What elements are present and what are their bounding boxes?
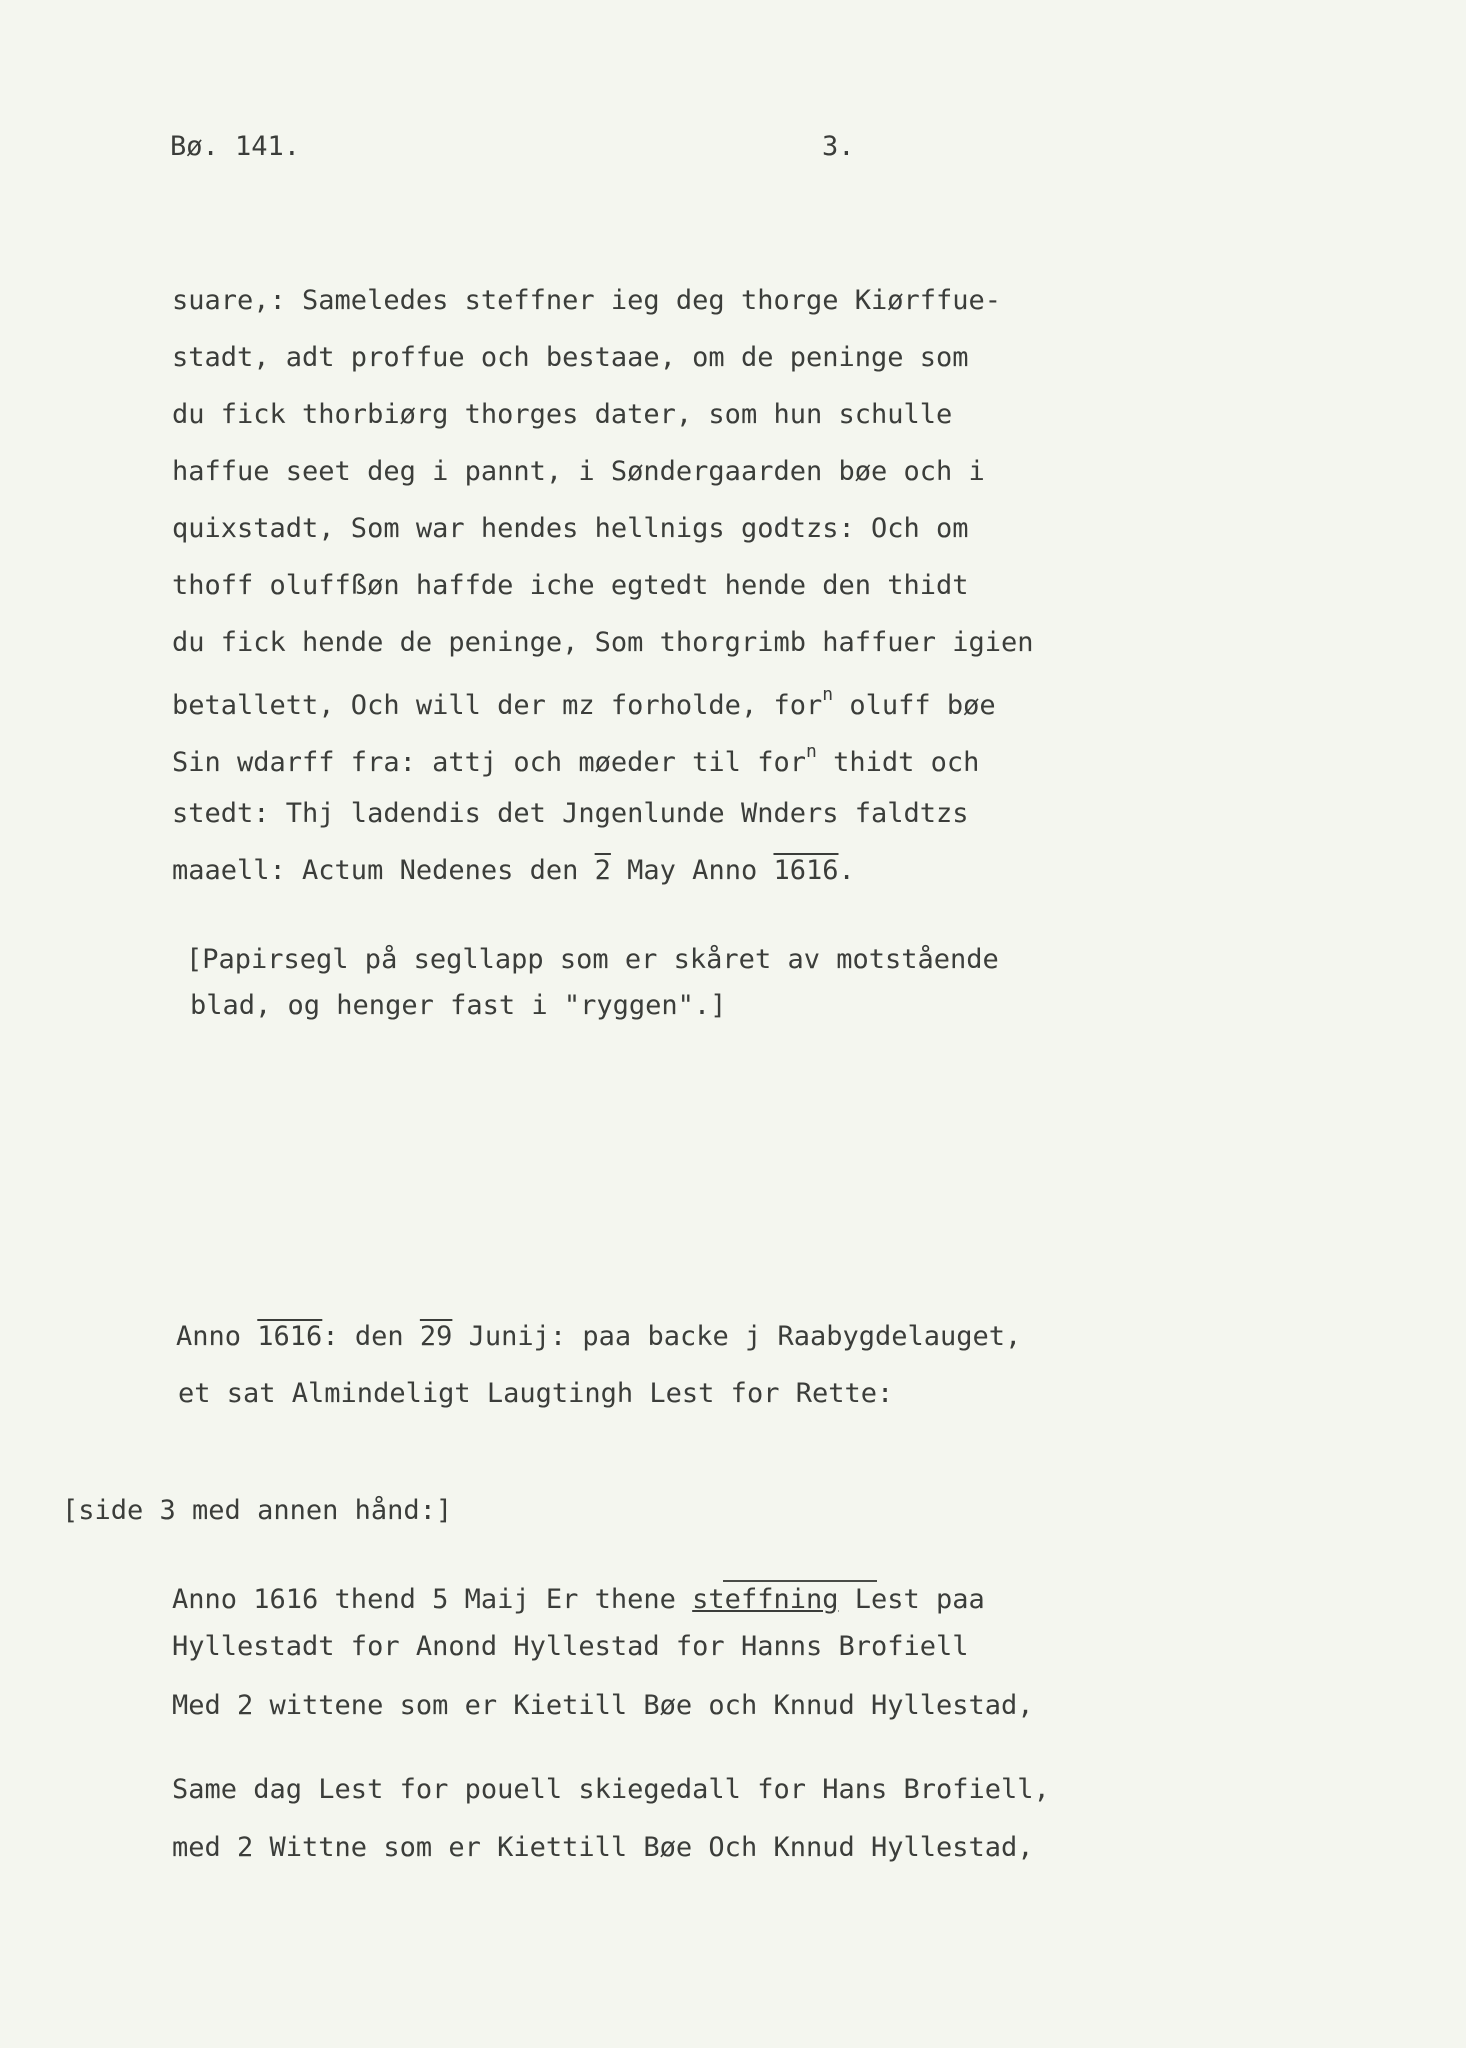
editorial-note: blad, og henger fast i "ryggen".]: [190, 990, 727, 1021]
entry-line-dated: Anno 1616: den 29 Junij: paa backe j Raabygdelauget,: [176, 1321, 1022, 1352]
text-line-with-superscript: Sin wdarff fra: attj och møeder til for$^n$ thidt och: [172, 741, 980, 778]
text-line: stadt, adt proffue och bestaae, om de peninge som: [172, 342, 969, 373]
second-hand-line: med 2 Wittne som er Kiettill Bøe Och Knnud Hyllestad,: [172, 1832, 1034, 1863]
text-line: quixstadt, Som war hendes hellnigs godtzs: Och om: [172, 513, 969, 544]
overlined-year: 1616: [257, 1321, 323, 1352]
page-number: 3.: [822, 131, 855, 162]
side-note: [side 3 med annen hånd:]: [62, 1495, 453, 1526]
text-line: suare,: Sameledes steffner ieg deg thorge Kiørffue-: [172, 285, 1002, 316]
overlined-day: 29: [419, 1321, 453, 1352]
text-line: du fick hende de peninge, Som thorgrimb haffuer igien: [172, 627, 1034, 658]
second-hand-line: Hyllestadt for Anond Hyllestad for Hanns Brofiell: [172, 1631, 969, 1662]
second-hand-line: Anno 1616 thend 5 Maij Er thene steffning Lest paa: [172, 1584, 985, 1615]
editorial-note: [Papirsegl på segllapp som er skåret av motstående: [186, 944, 999, 975]
superscript: n: [805, 741, 817, 762]
superscript: n: [822, 684, 834, 705]
overlined-day: 2: [594, 855, 611, 886]
overlined-year: 1616: [773, 855, 839, 886]
second-hand-line: Med 2 wittene som er Kietill Bøe och Knnud Hyllestad,: [172, 1690, 1034, 1721]
text-line: du fick thorbiørg thorges dater, som hun schulle: [172, 399, 953, 430]
text-line: thoff oluffßøn haffde iche egtedt hende den thidt: [172, 570, 969, 601]
second-hand-line: Same dag Lest for pouell skiegedall for Hans Brofiell,: [172, 1774, 1050, 1805]
text-line: haffue seet deg i pannt, i Søndergaarden bøe och i: [172, 456, 985, 487]
underlined-word: steffning: [692, 1584, 839, 1615]
header-reference: Bø. 141.: [170, 131, 301, 162]
text-line: stedt: Thj ladendis det Jngenlunde Wnders faldtzs: [172, 798, 969, 829]
overline-rule: [723, 1580, 877, 1582]
text-line-with-superscript: betallett, Och will der mz forholde, for$^n$ oluff bøe: [172, 684, 996, 721]
text-line-dated: maaell: Actum Nedenes den 2 May Anno 1616.: [172, 855, 855, 886]
entry-line: et sat Almindeligt Laugtingh Lest for Rette:: [178, 1378, 894, 1409]
